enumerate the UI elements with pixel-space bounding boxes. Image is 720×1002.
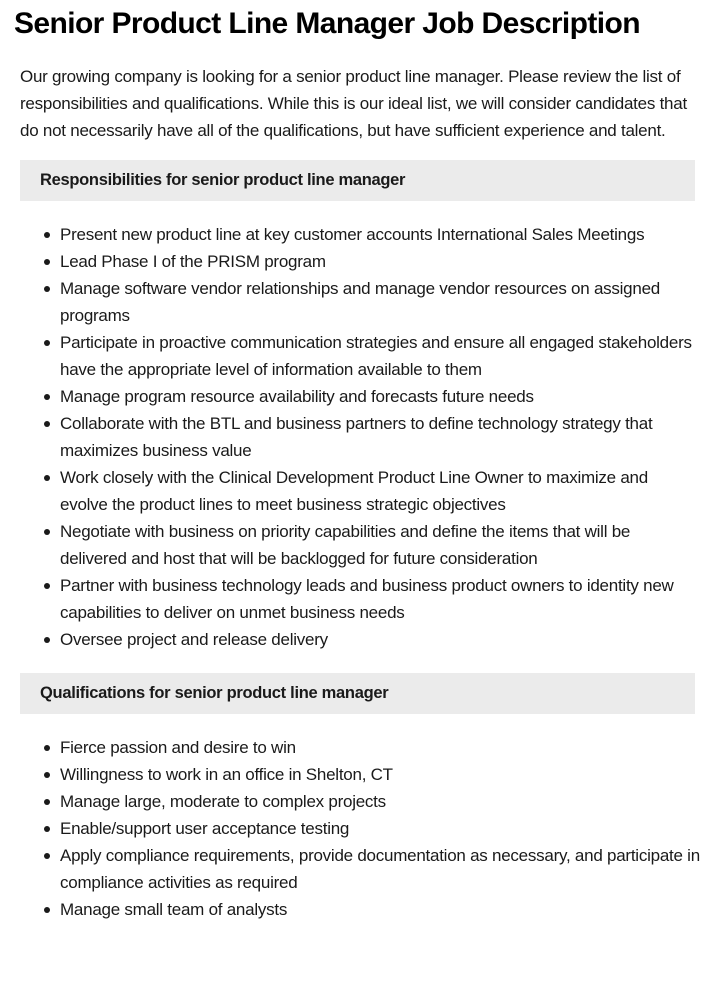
list-item [60,410,700,464]
list-item-text: Lead Phase I of the PRISM program [60,252,326,271]
list-item-text: Manage program resource availability and forecasts future needs [60,387,534,406]
list-item-text: Apply compliance requirements, provide documentation as necessary, and participate in compliance activities as required [60,846,700,892]
list-item-text: Oversee project and release delivery [60,630,328,649]
list-item [60,248,700,275]
list-item [60,221,700,248]
list-item [60,626,700,653]
list-item-text: Fierce passion and desire to win [60,738,296,757]
list-item-text: Work closely with the Clinical Development Product Line Owner to maximize and evolve the product lines to meet business strategic objectives [60,468,648,514]
list-item-text: Enable/support user acceptance testing [60,819,350,838]
list-item [60,518,700,572]
responsibilities-heading: Responsibilities for senior product line manager [20,160,695,201]
qualifications-heading: Qualifications for senior product line manager [20,673,695,714]
list-item [60,896,700,923]
list-item-text: Collaborate with the BTL and business partners to define technology strategy that maximizes business value [60,414,653,460]
list-item [60,761,700,788]
bullet-icon [44,232,50,238]
bullet-icon [44,637,50,643]
bullet-icon [44,421,50,427]
list-item [60,329,700,383]
list-item-text: Manage software vendor relationships and manage vendor resources on assigned programs [60,279,660,325]
list-item-text: Present new product line at key customer accounts International Sales Meetings [60,225,645,244]
bullet-icon [44,529,50,535]
list-item [60,275,700,329]
list-item [60,464,700,518]
list-item-text: Partner with business technology leads and business product owners to identity new capabilities to deliver on unmet business needs [60,576,674,622]
list-item-text: Negotiate with business on priority capabilities and define the items that will be delivered and host that will be backlogged for future consideration [60,522,631,568]
list-item [60,815,700,842]
list-item [60,842,700,896]
bullet-icon [44,745,50,751]
bullet-icon [44,853,50,859]
list-item [60,572,700,626]
bullet-icon [44,286,50,292]
bullet-icon [44,475,50,481]
list-item [60,383,700,410]
intro-paragraph: Our growing company is looking for a senior product line manager. Please review the list of responsibilities and qualifications. While this is our ideal list, we will consider candidates that do not necessarily have all of the qualifications, but have sufficient experience and talent. [20,67,687,140]
list-item-text: Participate in proactive communication strategies and ensure all engaged stakeholders have the appropriate level of information available to them [60,333,692,379]
list-item-text: Willingness to work in an office in Shelton, CT [60,765,393,784]
list-item [60,734,700,761]
bullet-icon [44,340,50,346]
bullet-icon [44,907,50,913]
list-item-text: Manage small team of analysts [60,900,288,919]
bullet-icon [44,394,50,400]
qualifications-list [20,734,700,923]
responsibilities-list [20,221,700,653]
page-title: Senior Product Line Manager Job Description [14,7,640,40]
list-item [60,788,700,815]
bullet-icon [44,826,50,832]
bullet-icon [44,259,50,265]
bullet-icon [44,772,50,778]
list-item-text: Manage large, moderate to complex projects [60,792,386,811]
bullet-icon [44,583,50,589]
bullet-icon [44,799,50,805]
